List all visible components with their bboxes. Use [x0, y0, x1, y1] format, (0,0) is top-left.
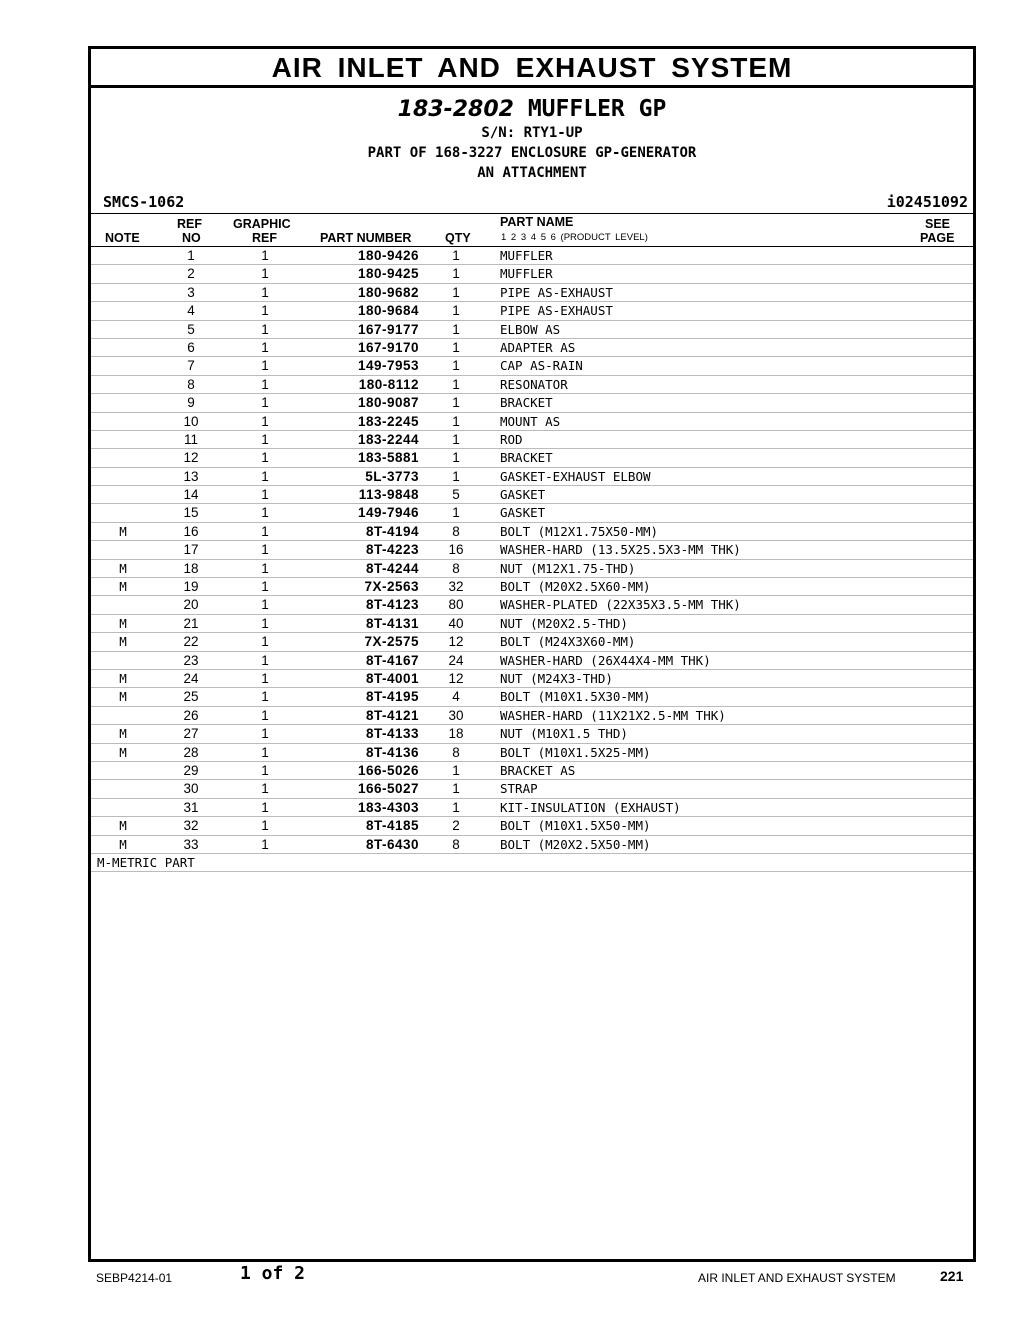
table-row	[91, 596, 973, 614]
part-qty: 1	[452, 450, 460, 466]
part-ref-no: 24	[183, 670, 199, 686]
part-number: 180-9425	[357, 266, 419, 282]
part-graphic-ref: 1	[261, 376, 269, 392]
part-ref-no: 4	[187, 303, 195, 319]
table-row	[91, 670, 973, 688]
part-graphic-ref: 1	[261, 450, 269, 466]
col-part-name: PART NAME	[500, 215, 574, 229]
part-number: 8T-4121	[365, 707, 419, 723]
part-graphic-ref: 1	[261, 707, 269, 723]
part-qty: 24	[448, 652, 464, 668]
part-number: 183-2245	[357, 413, 419, 429]
part-ref-no: 26	[183, 707, 199, 723]
part-qty: 2	[452, 818, 460, 834]
part-qty: 1	[452, 358, 460, 374]
part-name: STRAP	[500, 781, 538, 797]
part-name: NUT (M24X3-THD)	[500, 670, 613, 686]
part-graphic-ref: 1	[261, 321, 269, 337]
table-row	[91, 431, 973, 449]
part-number: 167-9170	[357, 339, 419, 355]
part-graphic-ref: 1	[261, 487, 269, 503]
table-header	[91, 213, 973, 247]
part-name: GASKET	[500, 505, 546, 521]
table-row	[91, 652, 973, 670]
part-note: M	[119, 560, 127, 576]
part-number: 183-5881	[357, 450, 419, 466]
col-graphic-top: GRAPHIC	[233, 217, 291, 231]
part-ref-no: 13	[183, 468, 199, 484]
part-name: CAP AS-RAIN	[500, 358, 583, 374]
part-number: 180-9682	[357, 284, 419, 300]
col-see-bottom: PAGE	[920, 231, 955, 245]
table-row	[91, 284, 973, 302]
table-row	[91, 615, 973, 633]
table-row	[91, 486, 973, 504]
part-graphic-ref: 1	[261, 358, 269, 374]
part-graphic-ref: 1	[261, 689, 269, 705]
part-note: M	[119, 726, 127, 742]
part-name: NUT (M12X1.75-THD)	[500, 560, 636, 576]
part-qty: 1	[452, 781, 460, 797]
table-row	[91, 707, 973, 725]
part-ref-no: 12	[183, 450, 199, 466]
part-ref-no: 3	[187, 284, 195, 300]
col-ref-bottom: NO	[182, 231, 201, 245]
part-name: PIPE AS-EXHAUST	[500, 303, 613, 319]
part-name: BOLT (M12X1.75X50-MM)	[500, 523, 659, 539]
part-ref-no: 2	[187, 266, 195, 282]
part-qty: 18	[448, 726, 464, 742]
part-name: NUT (M10X1.5 THD)	[500, 726, 628, 742]
col-product-levels: 1 2 3 4 5 6 (PRODUCT LEVEL)	[501, 232, 648, 243]
part-ref-no: 16	[183, 523, 199, 539]
part-qty: 32	[448, 579, 464, 595]
part-graphic-ref: 1	[261, 542, 269, 558]
part-qty: 1	[452, 505, 460, 521]
part-number: 8T-4194	[365, 523, 419, 539]
part-graphic-ref: 1	[261, 597, 269, 613]
part-number: 113-9848	[358, 487, 419, 503]
part-note: M	[119, 670, 127, 686]
part-note: M	[119, 615, 127, 631]
part-graphic-ref: 1	[261, 652, 269, 668]
part-graphic-ref: 1	[261, 468, 269, 484]
page-of: 1 of 2	[240, 1263, 306, 1284]
part-name: MOUNT AS	[500, 413, 561, 429]
part-graphic-ref: 1	[261, 395, 269, 411]
part-name: MUFFLER	[500, 266, 553, 282]
part-ref-no: 21	[183, 615, 199, 631]
part-name: WASHER-PLATED (22X35X3.5-MM THK)	[500, 597, 741, 613]
part-name: WASHER-HARD (11X21X2.5-MM THK)	[500, 707, 726, 723]
part-name: ROD	[500, 431, 523, 447]
part-name: BOLT (M10X1.5X30-MM)	[500, 689, 651, 705]
table-row	[91, 799, 973, 817]
table-row	[91, 780, 973, 798]
table-row	[91, 394, 973, 412]
part-number: 5L-3773	[365, 468, 419, 484]
part-name: BOLT (M24X3X60-MM)	[500, 634, 636, 650]
part-note: M	[119, 634, 127, 650]
part-graphic-ref: 1	[261, 266, 269, 282]
part-qty: 1	[452, 303, 460, 319]
part-qty: 1	[452, 431, 460, 447]
part-name: WASHER-HARD (26X44X4-MM THK)	[500, 652, 711, 668]
part-number: 149-7946	[357, 505, 419, 521]
part-qty: 8	[452, 744, 460, 760]
part-number: 8T-4195	[365, 689, 419, 705]
part-qty: 12	[448, 634, 464, 650]
page-number: 221	[940, 1268, 964, 1284]
part-number: 8T-4123	[365, 597, 419, 613]
part-note: M	[119, 818, 127, 834]
table-row	[91, 339, 973, 357]
part-ref-no: 27	[183, 726, 199, 742]
part-graphic-ref: 1	[261, 670, 269, 686]
part-graphic-ref: 1	[261, 431, 269, 447]
part-name: ELBOW AS	[500, 321, 561, 337]
part-qty: 8	[452, 560, 460, 576]
part-name: BRACKET AS	[500, 762, 576, 778]
part-graphic-ref: 1	[261, 413, 269, 429]
footer-section: AIR INLET AND EXHAUST SYSTEM	[698, 1271, 896, 1285]
part-name: BRACKET	[500, 450, 553, 466]
part-graphic-ref: 1	[261, 818, 269, 834]
illustration-id: i02451092	[886, 193, 968, 211]
part-name: KIT-INSULATION (EXHAUST)	[500, 799, 681, 815]
part-number: 8T-4185	[365, 818, 419, 834]
part-number: 183-2244	[357, 431, 419, 447]
table-row	[91, 413, 973, 431]
col-graphic-bottom: REF	[252, 231, 277, 245]
table-row	[91, 578, 973, 596]
table-row	[91, 688, 973, 706]
part-graphic-ref: 1	[261, 579, 269, 595]
part-name: BOLT (M20X2.5X60-MM)	[500, 579, 651, 595]
part-number: 180-8112	[358, 376, 419, 392]
part-graphic-ref: 1	[261, 303, 269, 319]
part-note: M	[119, 689, 127, 705]
attachment-line: AN ATTACHMENT	[477, 165, 587, 181]
part-qty: 1	[452, 321, 460, 337]
part-ref-no: 20	[183, 597, 199, 613]
part-name: WASHER-HARD (13.5X25.5X3-MM THK)	[500, 542, 741, 558]
smcs-row	[91, 189, 973, 213]
part-name: BRACKET	[500, 395, 553, 411]
part-qty: 8	[452, 523, 460, 539]
table-row	[91, 265, 973, 283]
col-see-top: SEE	[925, 217, 951, 231]
smcs-code: SMCS-1062	[103, 193, 185, 211]
part-number: 8T-4244	[365, 560, 419, 576]
part-name: GASKET-EXHAUST ELBOW	[500, 468, 651, 484]
part-qty: 30	[448, 707, 464, 723]
part-qty: 1	[452, 284, 460, 300]
part-qty: 1	[452, 762, 460, 778]
part-ref-no: 1	[187, 248, 195, 263]
part-note: M	[119, 744, 127, 760]
section-title: AIR INLET AND EXHAUST SYSTEM	[91, 49, 973, 88]
table-row	[91, 376, 973, 394]
group-title	[91, 96, 973, 123]
part-number: 149-7953	[357, 358, 419, 374]
table-row	[91, 725, 973, 743]
table-row	[91, 504, 973, 522]
table-row	[91, 744, 973, 762]
part-ref-no: 22	[183, 634, 199, 650]
table-row	[91, 449, 973, 467]
part-qty: 5	[452, 487, 460, 503]
part-qty: 8	[452, 836, 460, 852]
table-row	[91, 357, 973, 375]
table-row	[91, 302, 973, 320]
part-number: 8T-4136	[365, 744, 419, 760]
part-ref-no: 5	[187, 321, 195, 337]
part-ref-no: 14	[183, 487, 199, 503]
part-ref-no: 17	[183, 542, 199, 558]
part-number: 8T-4131	[365, 615, 419, 631]
part-ref-no: 7	[187, 358, 195, 374]
part-graphic-ref: 1	[261, 781, 269, 797]
part-graphic-ref: 1	[261, 615, 269, 631]
part-qty: 80	[448, 597, 464, 613]
page-footer	[88, 1262, 976, 1292]
table-row	[91, 836, 973, 854]
part-number: 166-5026	[357, 762, 419, 778]
part-ref-no: 6	[187, 339, 195, 355]
table-row	[91, 817, 973, 835]
part-graphic-ref: 1	[261, 284, 269, 300]
part-qty: 1	[452, 395, 460, 411]
part-graphic-ref: 1	[261, 560, 269, 576]
part-number: 8T-4167	[365, 652, 419, 668]
part-number: 7X-2563	[364, 579, 419, 595]
part-name: NUT (M20X2.5-THD)	[500, 615, 628, 631]
part-number: 167-9177	[357, 321, 419, 337]
group-part-number: 183-2802	[397, 97, 514, 122]
part-name: BOLT (M10X1.5X25-MM)	[500, 744, 651, 760]
part-ref-no: 8	[187, 376, 195, 392]
part-number: 166-5027	[357, 781, 419, 797]
part-ref-no: 23	[183, 652, 199, 668]
part-number: 8T-4223	[365, 542, 419, 558]
part-number: 183-4303	[357, 799, 419, 815]
doc-number: SEBP4214-01	[96, 1271, 173, 1285]
part-graphic-ref: 1	[261, 726, 269, 742]
table-row	[91, 468, 973, 486]
part-qty: 1	[452, 266, 460, 282]
part-ref-no: 33	[183, 836, 199, 852]
part-qty: 12	[448, 670, 464, 686]
serial-range: S/N: RTY1-UP	[481, 125, 583, 141]
part-graphic-ref: 1	[261, 744, 269, 760]
part-qty: 1	[452, 339, 460, 355]
part-ref-no: 28	[183, 744, 199, 760]
part-ref-no: 32	[183, 818, 199, 834]
part-ref-no: 31	[183, 799, 199, 815]
part-name: PIPE AS-EXHAUST	[500, 284, 613, 300]
part-name: MUFFLER	[500, 248, 553, 263]
part-graphic-ref: 1	[261, 248, 269, 263]
part-number: 8T-4133	[365, 726, 419, 742]
part-ref-no: 9	[187, 395, 195, 411]
part-graphic-ref: 1	[261, 339, 269, 355]
table-row	[91, 523, 973, 541]
part-ref-no: 19	[183, 579, 199, 595]
part-qty: 40	[448, 615, 464, 631]
group-name: MUFFLER GP	[527, 96, 667, 122]
part-graphic-ref: 1	[261, 762, 269, 778]
col-qty: QTY	[445, 231, 471, 245]
part-graphic-ref: 1	[261, 836, 269, 852]
col-note: NOTE	[105, 231, 140, 245]
part-number: 180-9684	[357, 303, 419, 319]
part-qty: 16	[448, 542, 464, 558]
part-ref-no: 10	[183, 413, 199, 429]
part-graphic-ref: 1	[261, 505, 269, 521]
parts-table-body	[91, 247, 973, 854]
table-row	[91, 560, 973, 578]
part-graphic-ref: 1	[261, 799, 269, 815]
part-qty: 4	[452, 689, 460, 705]
part-ref-no: 18	[183, 560, 199, 576]
part-number: 7X-2575	[364, 634, 419, 650]
part-name: RESONATOR	[500, 376, 568, 392]
part-graphic-ref: 1	[261, 634, 269, 650]
part-number: 8T-6430	[365, 836, 419, 852]
part-qty: 1	[452, 248, 460, 263]
part-number: 180-9426	[357, 248, 419, 263]
part-number: 180-9087	[357, 395, 419, 411]
table-row	[91, 321, 973, 339]
part-qty: 1	[452, 799, 460, 815]
part-ref-no: 30	[183, 781, 199, 797]
part-qty: 1	[452, 413, 460, 429]
part-name: BOLT (M20X2.5X50-MM)	[500, 836, 651, 852]
part-name: GASKET	[500, 487, 546, 503]
part-note: M	[119, 579, 127, 595]
part-of-line: PART OF 168-3227 ENCLOSURE GP-GENERATOR	[367, 145, 697, 161]
table-row	[91, 247, 973, 265]
parts-page-frame	[88, 46, 976, 1262]
part-note: M	[119, 836, 127, 852]
table-row	[91, 762, 973, 780]
table-row	[91, 633, 973, 651]
part-ref-no: 11	[183, 431, 198, 447]
group-header	[91, 96, 973, 183]
part-ref-no: 15	[183, 505, 199, 521]
part-note: M	[119, 523, 127, 539]
part-ref-no: 29	[183, 762, 199, 778]
part-number: 8T-4001	[365, 670, 419, 686]
col-part-number: PART NUMBER	[320, 231, 412, 245]
footnote: M-METRIC PART	[91, 854, 973, 872]
table-row	[91, 541, 973, 559]
part-ref-no: 25	[183, 689, 199, 705]
part-graphic-ref: 1	[261, 523, 269, 539]
part-name: BOLT (M10X1.5X50-MM)	[500, 818, 651, 834]
col-ref-top: REF	[177, 217, 202, 231]
part-name: ADAPTER AS	[500, 339, 576, 355]
part-qty: 1	[452, 376, 460, 392]
part-qty: 1	[452, 468, 460, 484]
